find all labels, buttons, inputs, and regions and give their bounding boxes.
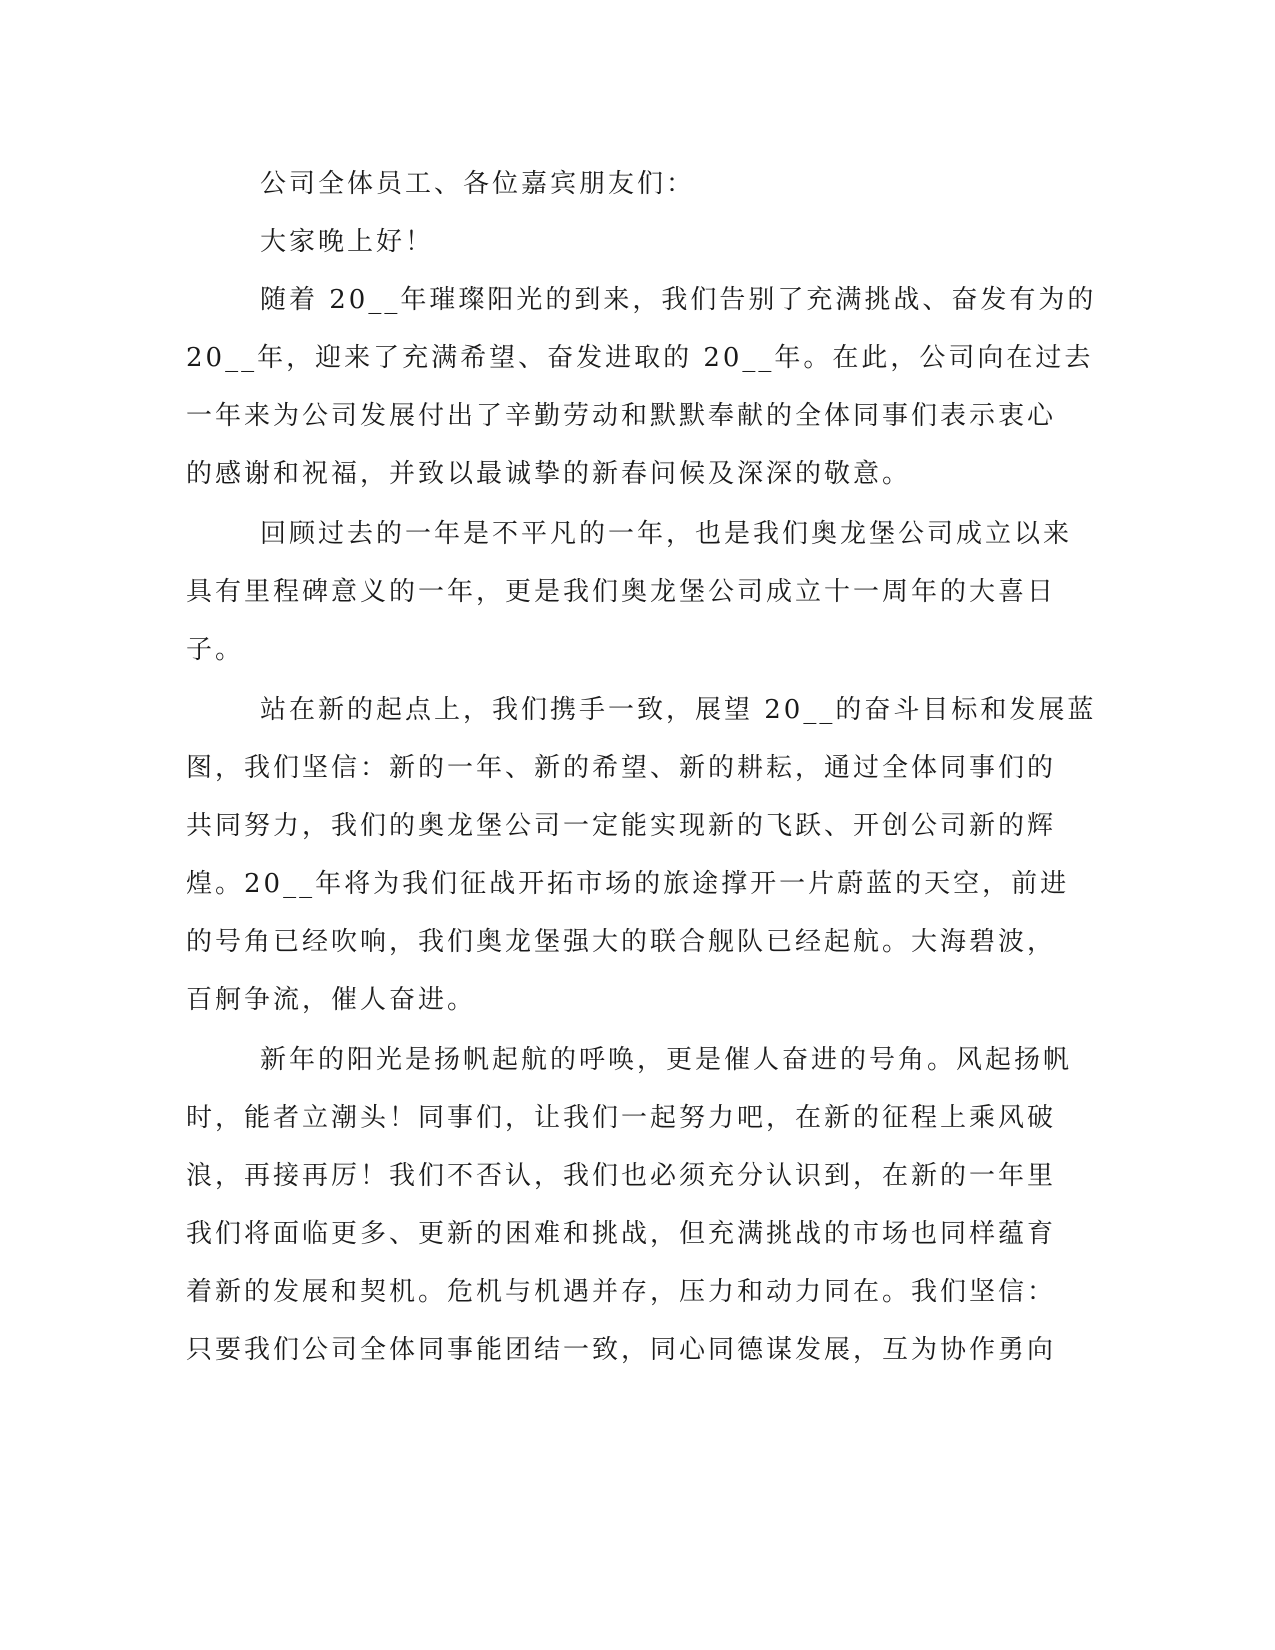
paragraph-4-line-1: 新年的阳光是扬帆起航的呼唤，更是催人奋进的号角。风起扬帆 <box>260 1045 1073 1075</box>
paragraph-4-line-2: 时，能者立潮头！同事们，让我们一起努力吧，在新的征程上乘风破 <box>186 1103 1057 1133</box>
paragraph-3-line-3: 共同努力，我们的奥龙堡公司一定能实现新的飞跃、开创公司新的辉 <box>186 811 1057 841</box>
paragraph-1-line-3: 一年来为公司发展付出了辛勤劳动和默默奉献的全体同事们表示衷心 <box>186 401 1057 431</box>
paragraph-3-line-5: 的号角已经吹响，我们奥龙堡强大的联合舰队已经起航。大海碧波， <box>186 927 1057 957</box>
paragraph-3-line-2: 图，我们坚信：新的一年、新的希望、新的耕耘，通过全体同事们的 <box>186 753 1057 783</box>
paragraph-1-line-1: 随着 20__年璀璨阳光的到来，我们告别了充满挑战、奋发有为的 <box>260 285 1097 315</box>
paragraph-1-line-4: 的感谢和祝福，并致以最诚挚的新春问候及深深的敬意。 <box>186 459 912 489</box>
greeting: 大家晚上好！ <box>260 227 435 257</box>
paragraph-3-line-6: 百舸争流，催人奋进。 <box>186 985 477 1015</box>
paragraph-1-line-2: 20__年，迎来了充满希望、奋发进取的 20__年。在此，公司向在过去 <box>186 343 1094 373</box>
paragraph-3-line-4: 煌。20__年将为我们征战开拓市场的旅途撑开一片蔚蓝的天空，前进 <box>186 869 1070 899</box>
paragraph-2-line-2: 具有里程碑意义的一年，更是我们奥龙堡公司成立十一周年的大喜日 <box>186 577 1057 607</box>
paragraph-4-line-6: 只要我们公司全体同事能团结一致，同心同德谋发展，互为协作勇向 <box>186 1335 1057 1365</box>
salutation: 公司全体员工、各位嘉宾朋友们： <box>260 169 696 199</box>
paragraph-4-line-4: 我们将面临更多、更新的困难和挑战，但充满挑战的市场也同样蕴育 <box>186 1219 1057 1249</box>
paragraph-2-line-1: 回顾过去的一年是不平凡的一年，也是我们奥龙堡公司成立以来 <box>260 519 1073 549</box>
paragraph-4-line-3: 浪，再接再厉！我们不否认，我们也必须充分认识到，在新的一年里 <box>186 1161 1057 1191</box>
paragraph-3-line-1: 站在新的起点上，我们携手一致，展望 20__的奋斗目标和发展蓝 <box>260 695 1097 725</box>
paragraph-2-line-3: 子。 <box>186 635 245 665</box>
paragraph-4-line-5: 着新的发展和契机。危机与机遇并存，压力和动力同在。我们坚信： <box>186 1277 1057 1307</box>
